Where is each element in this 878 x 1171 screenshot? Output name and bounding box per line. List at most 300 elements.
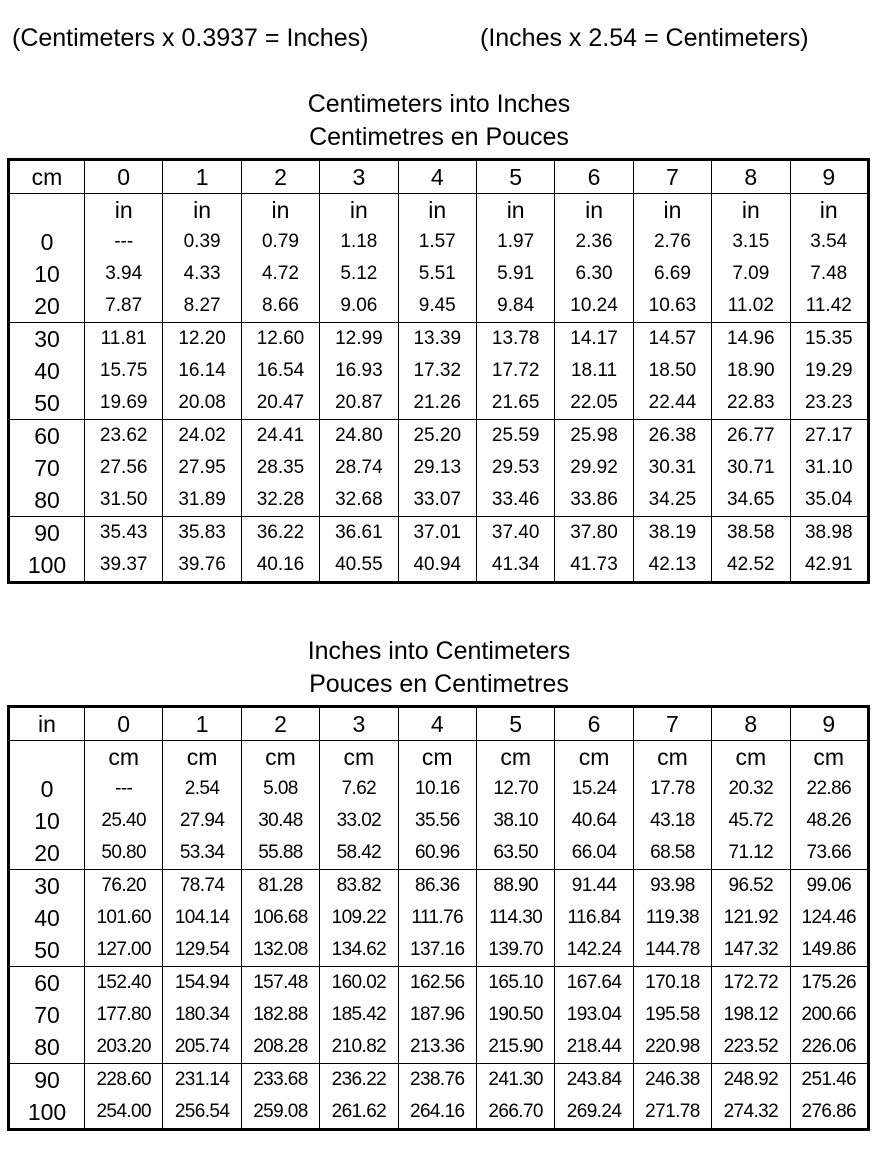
table-row	[9, 1064, 869, 1097]
value-cell: 162.56	[398, 967, 476, 1000]
value-cell: 134.62	[320, 934, 398, 967]
value-cell: 213.36	[398, 1031, 476, 1064]
value-cell: 15.35	[790, 323, 868, 356]
value-cell: 38.98	[790, 517, 868, 550]
value-cell: 243.84	[555, 1064, 633, 1097]
unit-cell: cm	[320, 741, 398, 774]
row-label: 0	[40, 776, 54, 802]
value-cell: 32.68	[320, 484, 398, 517]
value-cell: 226.06	[790, 1031, 868, 1064]
value-cell: 7.62	[320, 773, 398, 805]
value-cell: 28.35	[241, 452, 319, 484]
value-cell: 8.27	[163, 290, 241, 323]
table-row	[9, 452, 869, 484]
column-header: 3	[320, 160, 398, 194]
value-cell: 42.91	[790, 549, 868, 583]
value-cell: 22.05	[555, 387, 633, 420]
column-header: 5	[476, 160, 554, 194]
table1-title-fr: Centimetres en Pouces	[309, 123, 569, 151]
unit-row	[9, 741, 869, 774]
value-cell: 139.70	[476, 934, 554, 967]
value-cell: 40.16	[241, 549, 319, 583]
value-cell: 261.62	[320, 1096, 398, 1130]
unit-cell: in	[555, 194, 633, 227]
value-cell: 17.32	[398, 355, 476, 387]
unit-cell: cm	[241, 741, 319, 774]
value-cell: 21.26	[398, 387, 476, 420]
value-cell: 29.53	[476, 452, 554, 484]
row-label: 20	[34, 293, 60, 319]
value-cell: 132.08	[241, 934, 319, 967]
value-cell: 88.90	[476, 870, 554, 903]
value-cell: 236.22	[320, 1064, 398, 1097]
row-label: 40	[34, 358, 60, 384]
value-cell: 16.93	[320, 355, 398, 387]
value-cell: 76.20	[85, 870, 163, 903]
unit-cell: cm	[712, 741, 790, 774]
corner-cell: cm	[9, 160, 85, 194]
value-cell: 124.46	[790, 902, 868, 934]
in-to-cm-table	[7, 705, 870, 1131]
value-cell: 180.34	[163, 999, 241, 1031]
value-cell: 264.16	[398, 1096, 476, 1130]
value-cell: 39.76	[163, 549, 241, 583]
value-cell: 256.54	[163, 1096, 241, 1130]
value-cell: 218.44	[555, 1031, 633, 1064]
unit-cell: in	[712, 194, 790, 227]
value-cell: 31.10	[790, 452, 868, 484]
value-cell: 34.25	[633, 484, 711, 517]
column-header: 4	[398, 707, 476, 741]
value-cell: 16.14	[163, 355, 241, 387]
table-row	[9, 837, 869, 870]
value-cell: 6.30	[555, 258, 633, 290]
value-cell: 34.65	[712, 484, 790, 517]
column-header: 8	[712, 707, 790, 741]
cm-to-in-formula: (Centimeters x 0.3937 = Inches)	[12, 24, 369, 52]
value-cell: 25.98	[555, 420, 633, 453]
value-cell: 101.60	[85, 902, 163, 934]
table-row	[9, 355, 869, 387]
unit-row	[9, 194, 869, 227]
value-cell: 231.14	[163, 1064, 241, 1097]
value-cell: 144.78	[633, 934, 711, 967]
value-cell: 193.04	[555, 999, 633, 1031]
value-cell: 60.96	[398, 837, 476, 870]
row-label: 30	[9, 870, 85, 903]
table-row	[9, 999, 869, 1031]
value-cell: 11.81	[85, 323, 163, 356]
column-header: 1	[163, 707, 241, 741]
value-cell: 42.52	[712, 549, 790, 583]
row-label: 20	[34, 840, 60, 866]
value-cell: 2.36	[555, 226, 633, 258]
row-label: 100	[27, 552, 67, 578]
value-cell: 32.28	[241, 484, 319, 517]
value-cell: 96.52	[712, 870, 790, 903]
value-cell: 27.56	[85, 452, 163, 484]
row-label: 70	[34, 455, 60, 481]
value-cell: 18.90	[712, 355, 790, 387]
value-cell: 6.69	[633, 258, 711, 290]
value-cell: 36.22	[241, 517, 319, 550]
value-cell: 190.50	[476, 999, 554, 1031]
column-header: 4	[398, 160, 476, 194]
column-header: 0	[85, 160, 163, 194]
value-cell: 29.13	[398, 452, 476, 484]
value-cell: 4.72	[241, 258, 319, 290]
value-cell: 271.78	[633, 1096, 711, 1130]
value-cell: 43.18	[633, 805, 711, 837]
value-cell: 9.45	[398, 290, 476, 323]
value-cell: 26.38	[633, 420, 711, 453]
value-cell: 14.96	[712, 323, 790, 356]
column-header: 7	[633, 160, 711, 194]
table-row	[9, 420, 869, 453]
table-row	[9, 773, 869, 805]
value-cell: 35.56	[398, 805, 476, 837]
value-cell: 27.95	[163, 452, 241, 484]
value-cell: 38.10	[476, 805, 554, 837]
value-cell: 20.87	[320, 387, 398, 420]
header-row	[9, 707, 869, 741]
table-row	[9, 323, 869, 356]
value-cell: 205.74	[163, 1031, 241, 1064]
value-cell: 23.62	[85, 420, 163, 453]
value-cell: 1.57	[398, 226, 476, 258]
value-cell: 81.28	[241, 870, 319, 903]
value-cell: 35.83	[163, 517, 241, 550]
value-cell: 147.32	[712, 934, 790, 967]
value-cell: 99.06	[790, 870, 868, 903]
value-cell: 25.59	[476, 420, 554, 453]
table1-title-en: Centimeters into Inches	[307, 90, 571, 118]
value-cell: 30.48	[241, 805, 319, 837]
table-row	[9, 870, 869, 903]
row-label: 60	[9, 420, 85, 453]
value-cell: 14.57	[633, 323, 711, 356]
value-cell: 31.50	[85, 484, 163, 517]
value-cell: 15.75	[85, 355, 163, 387]
value-cell: 19.69	[85, 387, 163, 420]
row-label: 40	[34, 905, 60, 931]
value-cell: 21.65	[476, 387, 554, 420]
value-cell: 20.47	[241, 387, 319, 420]
value-cell: 12.20	[163, 323, 241, 356]
in-to-cm-formula: (Inches x 2.54 = Centimeters)	[480, 24, 809, 52]
value-cell: 5.51	[398, 258, 476, 290]
row-label: 50	[34, 937, 60, 963]
value-cell: 129.54	[163, 934, 241, 967]
value-cell: 71.12	[712, 837, 790, 870]
value-cell: 12.70	[476, 773, 554, 805]
row-label: 90	[9, 1064, 85, 1097]
value-cell: 33.02	[320, 805, 398, 837]
value-cell: 91.44	[555, 870, 633, 903]
value-cell: 266.70	[476, 1096, 554, 1130]
value-cell: 35.04	[790, 484, 868, 517]
unit-cell: cm	[476, 741, 554, 774]
value-cell: 83.82	[320, 870, 398, 903]
value-cell: 165.10	[476, 967, 554, 1000]
table-row	[9, 549, 869, 583]
unit-cell: in	[241, 194, 319, 227]
value-cell: 121.92	[712, 902, 790, 934]
value-cell: 7.09	[712, 258, 790, 290]
value-cell: 41.73	[555, 549, 633, 583]
column-header: 2	[241, 160, 319, 194]
table-row	[9, 902, 869, 934]
value-cell: ---	[85, 226, 163, 258]
value-cell: 238.76	[398, 1064, 476, 1097]
unit-cell: cm	[790, 741, 868, 774]
value-cell: 215.90	[476, 1031, 554, 1064]
value-cell: 20.08	[163, 387, 241, 420]
value-cell: 93.98	[633, 870, 711, 903]
value-cell: 246.38	[633, 1064, 711, 1097]
unit-cell: cm	[163, 741, 241, 774]
value-cell: 48.26	[790, 805, 868, 837]
value-cell: 35.43	[85, 517, 163, 550]
table-row	[9, 1031, 869, 1064]
value-cell: 66.04	[555, 837, 633, 870]
value-cell: 0.79	[241, 226, 319, 258]
value-cell: 254.00	[85, 1096, 163, 1130]
value-cell: 33.46	[476, 484, 554, 517]
value-cell: 24.02	[163, 420, 241, 453]
value-cell: 27.17	[790, 420, 868, 453]
value-cell: 9.84	[476, 290, 554, 323]
value-cell: 73.66	[790, 837, 868, 870]
value-cell: 12.99	[320, 323, 398, 356]
value-cell: 182.88	[241, 999, 319, 1031]
unit-cell: in	[85, 194, 163, 227]
value-cell: 13.78	[476, 323, 554, 356]
unit-cell: cm	[85, 741, 163, 774]
table-row	[9, 290, 869, 323]
value-cell: 19.29	[790, 355, 868, 387]
value-cell: 2.76	[633, 226, 711, 258]
value-cell: 23.23	[790, 387, 868, 420]
value-cell: 38.58	[712, 517, 790, 550]
value-cell: 17.72	[476, 355, 554, 387]
value-cell: 233.68	[241, 1064, 319, 1097]
value-cell: 167.64	[555, 967, 633, 1000]
table-row	[9, 226, 869, 258]
value-cell: 13.39	[398, 323, 476, 356]
table-row	[9, 258, 869, 290]
value-cell: 37.40	[476, 517, 554, 550]
value-cell: 25.20	[398, 420, 476, 453]
value-cell: 50.80	[85, 837, 163, 870]
value-cell: 58.42	[320, 837, 398, 870]
value-cell: 127.00	[85, 934, 163, 967]
table-row	[9, 805, 869, 837]
column-header: 7	[633, 707, 711, 741]
value-cell: 177.80	[85, 999, 163, 1031]
column-header: 9	[790, 707, 868, 741]
table2-title-en: Inches into Centimeters	[307, 637, 571, 665]
value-cell: 5.91	[476, 258, 554, 290]
value-cell: 22.44	[633, 387, 711, 420]
value-cell: 104.14	[163, 902, 241, 934]
value-cell: 33.86	[555, 484, 633, 517]
column-header: 3	[320, 707, 398, 741]
unit-corner-cell	[9, 194, 85, 227]
row-label: 90	[9, 517, 85, 550]
value-cell: 241.30	[476, 1064, 554, 1097]
value-cell: 20.32	[712, 773, 790, 805]
value-cell: 1.97	[476, 226, 554, 258]
row-label: 100	[27, 1099, 67, 1125]
value-cell: 3.15	[712, 226, 790, 258]
value-cell: 17.78	[633, 773, 711, 805]
conversion-formulas	[0, 18, 878, 58]
column-header: 5	[476, 707, 554, 741]
column-header: 6	[555, 707, 633, 741]
value-cell: 31.89	[163, 484, 241, 517]
corner-cell: in	[9, 707, 85, 741]
value-cell: 25.40	[85, 805, 163, 837]
value-cell: 8.66	[241, 290, 319, 323]
value-cell: 18.11	[555, 355, 633, 387]
value-cell: 200.66	[790, 999, 868, 1031]
value-cell: 41.34	[476, 549, 554, 583]
value-cell: 30.31	[633, 452, 711, 484]
value-cell: 33.07	[398, 484, 476, 517]
value-cell: 22.86	[790, 773, 868, 805]
value-cell: 39.37	[85, 549, 163, 583]
value-cell: 119.38	[633, 902, 711, 934]
value-cell: 28.74	[320, 452, 398, 484]
value-cell: 251.46	[790, 1064, 868, 1097]
value-cell: 269.24	[555, 1096, 633, 1130]
value-cell: 187.96	[398, 999, 476, 1031]
row-label: 50	[34, 390, 60, 416]
value-cell: 220.98	[633, 1031, 711, 1064]
value-cell: 0.39	[163, 226, 241, 258]
value-cell: 5.08	[241, 773, 319, 805]
value-cell: 63.50	[476, 837, 554, 870]
value-cell: 10.24	[555, 290, 633, 323]
column-header: 1	[163, 160, 241, 194]
unit-cell: in	[398, 194, 476, 227]
value-cell: 42.13	[633, 549, 711, 583]
value-cell: 3.94	[85, 258, 163, 290]
table-row	[9, 484, 869, 517]
value-cell: 228.60	[85, 1064, 163, 1097]
value-cell: 4.33	[163, 258, 241, 290]
value-cell: 9.06	[320, 290, 398, 323]
value-cell: 109.22	[320, 902, 398, 934]
value-cell: 152.40	[85, 967, 163, 1000]
row-label: 60	[9, 967, 85, 1000]
value-cell: 274.32	[712, 1096, 790, 1130]
value-cell: 86.36	[398, 870, 476, 903]
table-row	[9, 517, 869, 550]
value-cell: 40.55	[320, 549, 398, 583]
value-cell: 29.92	[555, 452, 633, 484]
value-cell: 37.80	[555, 517, 633, 550]
row-label: 70	[34, 1002, 60, 1028]
value-cell: 198.12	[712, 999, 790, 1031]
cm-to-in-table	[7, 158, 870, 584]
value-cell: 15.24	[555, 773, 633, 805]
value-cell: 203.20	[85, 1031, 163, 1064]
value-cell: 248.92	[712, 1064, 790, 1097]
value-cell: 11.02	[712, 290, 790, 323]
table-row	[9, 967, 869, 1000]
value-cell: 40.94	[398, 549, 476, 583]
value-cell: 157.48	[241, 967, 319, 1000]
column-header: 9	[790, 160, 868, 194]
value-cell: 149.86	[790, 934, 868, 967]
table-row	[9, 387, 869, 420]
value-cell: 276.86	[790, 1096, 868, 1130]
value-cell: 10.16	[398, 773, 476, 805]
unit-cell: cm	[398, 741, 476, 774]
unit-cell: in	[790, 194, 868, 227]
value-cell: 7.48	[790, 258, 868, 290]
row-label: 30	[9, 323, 85, 356]
value-cell: 170.18	[633, 967, 711, 1000]
header-row	[9, 160, 869, 194]
row-label: 80	[34, 487, 60, 513]
value-cell: 37.01	[398, 517, 476, 550]
value-cell: 24.41	[241, 420, 319, 453]
value-cell: 27.94	[163, 805, 241, 837]
value-cell: 223.52	[712, 1031, 790, 1064]
value-cell: 38.19	[633, 517, 711, 550]
row-label: 10	[34, 808, 60, 834]
table-row	[9, 934, 869, 967]
value-cell: 53.34	[163, 837, 241, 870]
value-cell: 5.12	[320, 258, 398, 290]
value-cell: 2.54	[163, 773, 241, 805]
column-header: 0	[85, 707, 163, 741]
column-header: 6	[555, 160, 633, 194]
value-cell: 11.42	[790, 290, 868, 323]
value-cell: 45.72	[712, 805, 790, 837]
value-cell: 114.30	[476, 902, 554, 934]
value-cell: 10.63	[633, 290, 711, 323]
value-cell: 116.84	[555, 902, 633, 934]
unit-corner-cell	[9, 741, 85, 774]
value-cell: 1.18	[320, 226, 398, 258]
value-cell: 16.54	[241, 355, 319, 387]
value-cell: 7.87	[85, 290, 163, 323]
value-cell: 111.76	[398, 902, 476, 934]
unit-cell: in	[633, 194, 711, 227]
value-cell: 160.02	[320, 967, 398, 1000]
value-cell: 26.77	[712, 420, 790, 453]
unit-cell: in	[320, 194, 398, 227]
table2-title-fr: Pouces en Centimetres	[309, 670, 569, 698]
value-cell: 22.83	[712, 387, 790, 420]
value-cell: 55.88	[241, 837, 319, 870]
row-label: 80	[34, 1034, 60, 1060]
value-cell: 14.17	[555, 323, 633, 356]
value-cell: 208.28	[241, 1031, 319, 1064]
value-cell: 175.26	[790, 967, 868, 1000]
unit-cell: cm	[633, 741, 711, 774]
table-row	[9, 1096, 869, 1130]
unit-cell: in	[476, 194, 554, 227]
value-cell: 210.82	[320, 1031, 398, 1064]
value-cell: 12.60	[241, 323, 319, 356]
value-cell: 195.58	[633, 999, 711, 1031]
value-cell: 259.08	[241, 1096, 319, 1130]
